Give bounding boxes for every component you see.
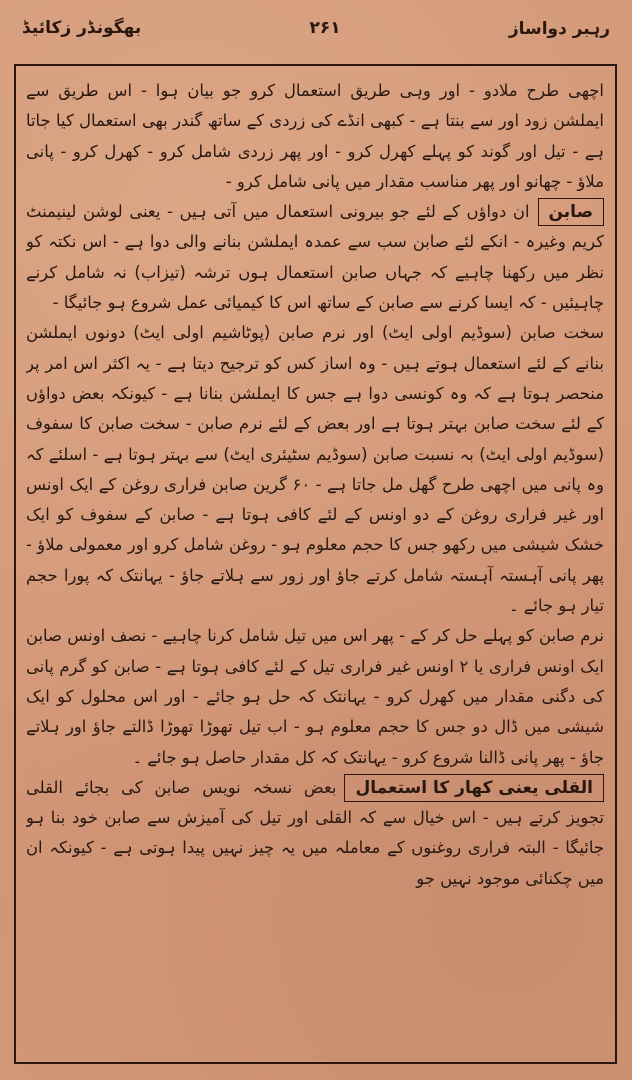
page-number: ۲۶۱	[309, 18, 341, 38]
section-heading-alkali: القلی یعنی کھار کا استعمال	[344, 774, 604, 802]
paragraph-4	[26, 621, 604, 772]
paragraph-text: اچھی طرح ملادو - اور وہی طریق استعمال کرو جو بیان ہوا - اس طریق سے ایملشن زود اور سے بنتا ہے - کبھی انڈے کی زردی کے ساتھ گندر بھی استعمال کیا جاتا ہے - تیل اور گوند کو پہلے کھرل کرو - اور پھر زردی شامل کرو - کھرل کرو - پانی ملاؤ - چھانو اور پھر مناسب مقدار میں پانی شامل کرو -	[26, 81, 604, 191]
header-left-text: بھگونڈر زکائیڈ	[22, 18, 142, 38]
paragraph-3	[26, 318, 604, 621]
paragraph-2	[26, 197, 604, 318]
paragraph-text: سخت صابن (سوڈیم اولی ایٹ) اور نرم صابن (پوٹاشیم اولی ایٹ) دونوں ایملشن بنانے کے لئے استعمال ہوتے ہیں - وہ اساز کس کو ترجیح دیتا ہے - یہ اکثر اس امر پر منحصر ہوتا ہے کہ وہ کونسی دوا ہے جس کا ایملشن بنانا ہے - کیونکہ بعض دواؤں کے لئے سخت صابن بہتر ہوتا ہے اور بعض کے لئے نرم صابن - سخت صابن کا سفوف (سوڈیم اولی ایٹ) بہ نسبت صابن (سوڈیم سٹیئری ایٹ) سے بہتر ہوتا ہے - اسلئے کہ وہ پانی میں اچھی طرح گھل مل جاتا ہے - ۶۰ گرین صابن فراری روغن کے ایک اونس اور غیر فراری روغن کے دو اونس کے لئے کافی ہوتا ہے - صابن کے سفوف کو ایک خشک شیشی میں رکھو جس کا حجم معلوم ہو - روغن شامل کرو اور معمولی ملاؤ - پھر پانی آہستہ آہستہ شامل کرتے جاؤ اور زور سے ہلاتے جاؤ - یہانتک کہ پورا حجم تیار ہو جائے ۔	[26, 323, 604, 616]
section-heading-soap: صابن	[538, 198, 605, 226]
header-right-text: رہبر دواساز	[508, 18, 610, 39]
paragraph-5	[26, 773, 604, 894]
paragraph-text: ان دواؤں کے لئے جو بیرونی استعمال میں آتی ہیں - یعنی لوشن لینیمنٹ کریم وغیرہ - انکے لئے صابن سب سے عمدہ ایملشن بنانے والی دوا ہے - اس نکتہ کو نظر میں رکھنا چاہیے کہ جہاں صابن استعمال ہوں ترشہ (تیزاب) نہ شامل کرنے چاہیئیں - کہ ایسا کرنے سے صابن کے ساتھ اس کا کیمیائی عمل شروع ہو جائیگا -	[26, 202, 604, 313]
paragraph-1	[26, 76, 604, 197]
paragraph-text: بعض نسخہ نویس صابن کی بجائے القلی تجویز کرتے ہیں - اس خیال سے کہ القلی اور تیل کی آمیزش سے صابن خود بنا ہو جائیگا - البتہ فراری روغنوں کے معاملہ میں یہ چیز نہیں پیدا ہوتی ہے - کیونکہ ان میں چکنائی موجود نہیں جو	[26, 777, 604, 888]
running-header	[22, 10, 610, 46]
paragraph-text: نرم صابن کو پہلے حل کر کے - پھر اس میں تیل شامل کرنا چاہیے - نصف اونس صابن ایک اونس فراری یا ۲ اونس غیر فراری تیل کے لئے کافی ہوتا ہے - صابن کو گرم پانی کی دگنی مقدار میں کھرل کرو - یہانتک کہ حل ہو جائے - اور اس محلول کو ایک شیشی میں ڈال دو جس کا حجم معلوم ہو - اب تیل تھوڑا تھوڑا ڈالتے جاؤ اور ہلاتے جاؤ - پھر پانی ڈالنا شروع کرو - یہانتک کہ کل مقدار حاصل ہو جائے ۔	[26, 626, 604, 767]
page-body	[26, 76, 604, 1056]
